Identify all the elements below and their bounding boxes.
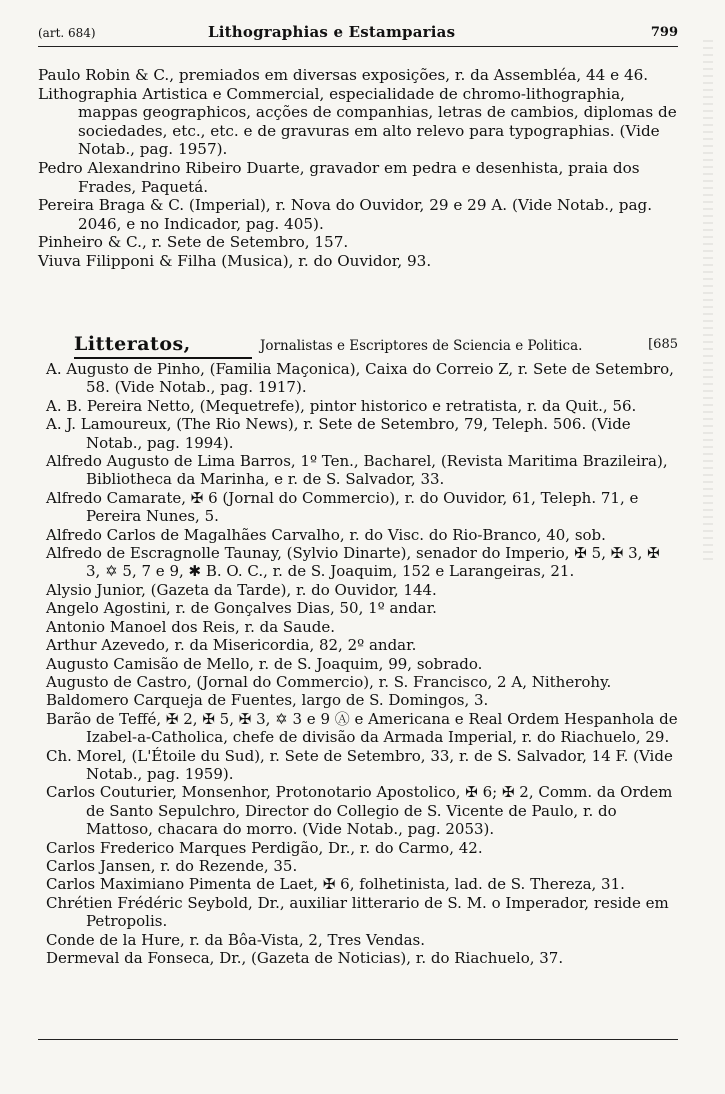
footer-divider bbox=[38, 1039, 678, 1040]
list-item: A. J. Lamoureux, (The Rio News), r. Sete de Setembro, 79, Teleph. 506. (Vide Notab., pag. 1994). bbox=[46, 415, 631, 452]
lithographias-list bbox=[38, 66, 678, 271]
list-item: Paulo Robin & C., premiados em diversas exposições, r. da Assembléa, 44 e 46. bbox=[38, 66, 649, 84]
article-ref: (art. 684) bbox=[38, 26, 96, 40]
header-divider bbox=[38, 46, 678, 47]
list-item: Alysio Junior, (Gazeta da Tarde), r. do Ouvidor, 144. bbox=[46, 580, 437, 599]
running-header bbox=[38, 22, 678, 44]
list-item: Pereira Braga & C. (Imperial), r. Nova do Ouvidor, 29 e 29 A. (Vide Notab., pag. 2046, e no Indicador, pag. 405). bbox=[38, 196, 653, 233]
section-ref: [685 bbox=[648, 337, 678, 352]
page-number: 799 bbox=[650, 25, 678, 40]
list-item: Alfredo Camarate, ✠ 6 (Jornal do Commercio), r. do Ouvidor, 61, Teleph. 71, e Pereira Nunes, 5. bbox=[46, 488, 639, 526]
list-item: Pinheiro & C., r. Sete de Setembro, 157. bbox=[38, 233, 349, 252]
list-item: Alfredo Carlos de Magalhães Carvalho, r. do Visc. do Rio-Branco, 40, sob. bbox=[46, 525, 606, 544]
page-edge-texture bbox=[703, 40, 713, 560]
list-item: Carlos Frederico Marques Perdigão, Dr., r. do Carmo, 42. bbox=[46, 838, 483, 857]
list-item: Angelo Agostini, r. de Gonçalves Dias, 50, 1º andar. bbox=[46, 599, 437, 618]
list-item: Carlos Jansen, r. do Rezende, 35. bbox=[46, 856, 298, 875]
list-item: Alfredo de Escragnolle Taunay, (Sylvio Dinarte), senador do Imperio, ✠ 5, ✠ 3, ✠ 3, ✡ 5, 7 e 9, ✱ B. O. C., r. de S. Joaquim, 152 e Larangeiras, 21. bbox=[46, 544, 660, 581]
list-item: Dermeval da Fonseca, Dr., (Gazeta de Noticias), r. do Riachuelo, 37. bbox=[46, 949, 564, 967]
list-item: Barão de Teffé, ✠ 2, ✠ 5, ✠ 3, ✡ 3 e 9 Ⓐ e Americana e Real Ordem Hespanhola de Izabel-a-Catholica, chefe de divisão da Armada Imperial, r. do Riachuelo, 29. bbox=[46, 709, 678, 747]
list-item: Baldomero Carqueja de Fuentes, largo de S. Domingos, 3. bbox=[46, 691, 489, 710]
list-item: Carlos Couturier, Monsenhor, Protonotario Apostolico, ✠ 6; ✠ 2, Comm. da Ordem de Santo Sepulchro, Director do Collegio de S. Vicente de Paulo, r. do Mattoso, chacara do morro. (Vide Notab., pag. 2053). bbox=[46, 783, 673, 839]
list-item: Viuva Filipponi & Filha (Musica), r. do Ouvidor, 93. bbox=[38, 251, 432, 270]
list-item: A. Augusto de Pinho, (Familia Maçonica), Caixa do Correio Z, r. Sete de Setembro, 58. (Vide Notab., pag. 1917). bbox=[46, 360, 674, 397]
section-title-underline bbox=[74, 357, 252, 359]
list-item: Ch. Morel, (L'Étoile du Sud), r. Sete de Setembro, 33, r. de S. Salvador, 14 F. (Vide Notab., pag. 1959). bbox=[46, 746, 673, 783]
list-item: Chrétien Frédéric Seybold, Dr., auxiliar litterario de S. M. o Imperador, reside em Petropolis. bbox=[46, 893, 669, 931]
list-item: Augusto de Castro, (Jornal do Commercio), r. S. Francisco, 2 A, Nitherohy. bbox=[46, 672, 612, 691]
list-item: Alfredo Augusto de Lima Barros, 1º Ten., Bacharel, (Revista Maritima Brazileira), Bibliotheca da Marinha, e r. de S. Salvador, 33. bbox=[46, 452, 668, 489]
litteratos-list bbox=[46, 360, 678, 967]
section-heading bbox=[38, 333, 678, 357]
list-item: Carlos Maximiano Pimenta de Laet, ✠ 6, folhetinista, lad. de S. Thereza, 31. bbox=[46, 875, 625, 894]
section-title: Litteratos, bbox=[74, 333, 191, 355]
page-title: Lithographias e Estamparias bbox=[208, 23, 456, 41]
list-item: Augusto Camisão de Mello, r. de S. Joaquim, 99, sobrado. bbox=[46, 654, 483, 673]
list-item: A. B. Pereira Netto, (Mequetrefe), pintor historico e retratista, r. da Quit., 56. bbox=[46, 396, 637, 415]
list-item: Conde de la Hure, r. da Bôa-Vista, 2, Tres Vendas. bbox=[46, 930, 426, 949]
list-item: Lithographia Artistica e Commercial, especialidade de chromo-lithographia, mappas geographicos, acções de companhias, letras de cambios, diplomas de sociedades, etc., etc. e de gravuras em alto relevo para typographias. (Vide Notab., pag. 1957). bbox=[38, 84, 677, 159]
list-item: Pedro Alexandrino Ribeiro Duarte, gravador em pedra e desenhista, praia dos Frades, Paquetá. bbox=[38, 158, 640, 196]
list-item: Antonio Manoel dos Reis, r. da Saude. bbox=[46, 617, 336, 636]
section-subtitle: Jornalistas e Escriptores de Sciencia e Politica. bbox=[260, 338, 583, 354]
list-item: Arthur Azevedo, r. da Misericordia, 82, 2º andar. bbox=[46, 636, 417, 655]
